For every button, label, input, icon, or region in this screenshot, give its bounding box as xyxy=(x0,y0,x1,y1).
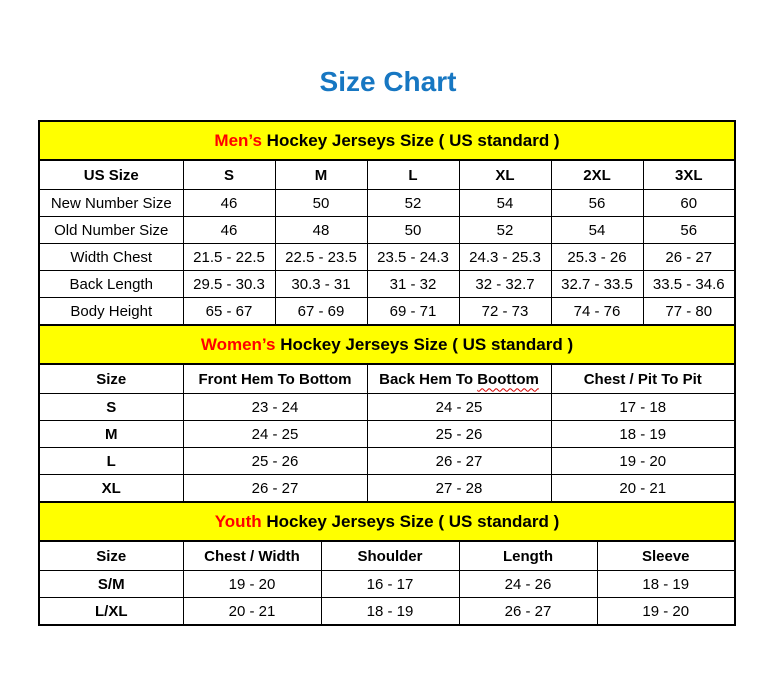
size-value-cell: 25.3 - 26 xyxy=(551,244,643,271)
row-label: Body Height xyxy=(39,298,183,326)
row-label: M xyxy=(39,421,183,448)
row-label: Old Number Size xyxy=(39,217,183,244)
size-value-cell: 26 - 27 xyxy=(643,244,735,271)
size-value-cell: 52 xyxy=(459,217,551,244)
column-header: Size xyxy=(39,541,183,571)
table-row xyxy=(39,271,735,298)
column-header: M xyxy=(275,160,367,190)
size-value-cell: 48 xyxy=(275,217,367,244)
size-value-cell: 69 - 71 xyxy=(367,298,459,326)
size-value-cell: 22.5 - 23.5 xyxy=(275,244,367,271)
size-value-cell: 19 - 20 xyxy=(183,571,321,598)
womens-size-table xyxy=(38,324,736,503)
table-row xyxy=(39,190,735,217)
row-label: Width Chest xyxy=(39,244,183,271)
womens-table-title xyxy=(39,325,735,364)
row-label: New Number Size xyxy=(39,190,183,217)
size-value-cell: 54 xyxy=(551,217,643,244)
mens-header-row xyxy=(39,160,735,190)
size-value-cell: 17 - 18 xyxy=(551,394,735,421)
youth-title-rest: Hockey Jerseys Size ( US standard ) xyxy=(261,511,560,531)
size-value-cell: 27 - 28 xyxy=(367,475,551,503)
size-value-cell: 19 - 20 xyxy=(551,448,735,475)
size-value-cell: 56 xyxy=(643,217,735,244)
youth-table-title xyxy=(39,502,735,541)
size-chart-tables xyxy=(38,120,736,626)
row-label: L xyxy=(39,448,183,475)
mens-table-title xyxy=(39,121,735,160)
column-header xyxy=(367,364,551,394)
size-value-cell: 18 - 19 xyxy=(597,571,735,598)
column-header-text: Back Hem To xyxy=(379,370,478,388)
mens-band-row xyxy=(39,121,735,160)
table-row xyxy=(39,421,735,448)
size-value-cell: 77 - 80 xyxy=(643,298,735,326)
size-value-cell: 19 - 20 xyxy=(597,598,735,626)
size-value-cell: 54 xyxy=(459,190,551,217)
row-label: S/M xyxy=(39,571,183,598)
column-header: 3XL xyxy=(643,160,735,190)
size-value-cell: 21.5 - 22.5 xyxy=(183,244,275,271)
size-value-cell: 67 - 69 xyxy=(275,298,367,326)
size-value-cell: 25 - 26 xyxy=(183,448,367,475)
row-label: L/XL xyxy=(39,598,183,626)
womens-title-rest: Hockey Jerseys Size ( US standard ) xyxy=(275,334,574,354)
size-value-cell: 26 - 27 xyxy=(367,448,551,475)
size-value-cell: 31 - 32 xyxy=(367,271,459,298)
size-value-cell: 74 - 76 xyxy=(551,298,643,326)
womens-title-accent: Women’s xyxy=(200,334,276,354)
size-value-cell: 18 - 19 xyxy=(551,421,735,448)
column-header: L xyxy=(367,160,459,190)
size-value-cell: 26 - 27 xyxy=(183,475,367,503)
table-row xyxy=(39,571,735,598)
column-header: Chest / Width xyxy=(183,541,321,571)
table-row xyxy=(39,475,735,503)
column-header: 2XL xyxy=(551,160,643,190)
size-value-cell: 20 - 21 xyxy=(183,598,321,626)
size-value-cell: 24.3 - 25.3 xyxy=(459,244,551,271)
column-header: S xyxy=(183,160,275,190)
size-value-cell: 65 - 67 xyxy=(183,298,275,326)
table-row xyxy=(39,244,735,271)
row-label: S xyxy=(39,394,183,421)
size-value-cell: 46 xyxy=(183,217,275,244)
size-value-cell: 60 xyxy=(643,190,735,217)
size-value-cell: 24 - 25 xyxy=(183,421,367,448)
size-value-cell: 46 xyxy=(183,190,275,217)
column-header: Size xyxy=(39,364,183,394)
size-value-cell: 29.5 - 30.3 xyxy=(183,271,275,298)
youth-size-table xyxy=(38,501,736,626)
table-row xyxy=(39,598,735,626)
size-value-cell: 50 xyxy=(275,190,367,217)
youth-band-row xyxy=(39,502,735,541)
size-value-cell: 56 xyxy=(551,190,643,217)
size-value-cell: 25 - 26 xyxy=(367,421,551,448)
size-value-cell: 23 - 24 xyxy=(183,394,367,421)
table-row xyxy=(39,298,735,326)
size-value-cell: 26 - 27 xyxy=(459,598,597,626)
column-header: XL xyxy=(459,160,551,190)
page-title: Size Chart xyxy=(319,66,457,97)
size-value-cell: 33.5 - 34.6 xyxy=(643,271,735,298)
table-row xyxy=(39,394,735,421)
size-value-cell: 18 - 19 xyxy=(321,598,459,626)
column-header: Chest / Pit To Pit xyxy=(551,364,735,394)
womens-band-row xyxy=(39,325,735,364)
size-value-cell: 24 - 26 xyxy=(459,571,597,598)
size-value-cell: 32.7 - 33.5 xyxy=(551,271,643,298)
mens-title-rest: Hockey Jerseys Size ( US standard ) xyxy=(261,130,560,150)
size-value-cell: 32 - 32.7 xyxy=(459,271,551,298)
size-value-cell: 16 - 17 xyxy=(321,571,459,598)
table-row xyxy=(39,448,735,475)
misspelled-word: Boottom xyxy=(477,370,539,388)
column-header: US Size xyxy=(39,160,183,190)
size-value-cell: 52 xyxy=(367,190,459,217)
size-value-cell: 30.3 - 31 xyxy=(275,271,367,298)
column-header: Shoulder xyxy=(321,541,459,571)
youth-header-row xyxy=(39,541,735,571)
column-header: Front Hem To Bottom xyxy=(183,364,367,394)
mens-size-table xyxy=(38,120,736,326)
column-header: Length xyxy=(459,541,597,571)
youth-title-accent: Youth xyxy=(214,511,262,531)
size-value-cell: 24 - 25 xyxy=(367,394,551,421)
size-value-cell: 72 - 73 xyxy=(459,298,551,326)
size-value-cell: 50 xyxy=(367,217,459,244)
mens-title-accent: Men’s xyxy=(214,130,262,150)
row-label: Back Length xyxy=(39,271,183,298)
womens-header-row xyxy=(39,364,735,394)
size-value-cell: 20 - 21 xyxy=(551,475,735,503)
row-label: XL xyxy=(39,475,183,503)
column-header: Sleeve xyxy=(597,541,735,571)
table-row xyxy=(39,217,735,244)
size-value-cell: 23.5 - 24.3 xyxy=(367,244,459,271)
